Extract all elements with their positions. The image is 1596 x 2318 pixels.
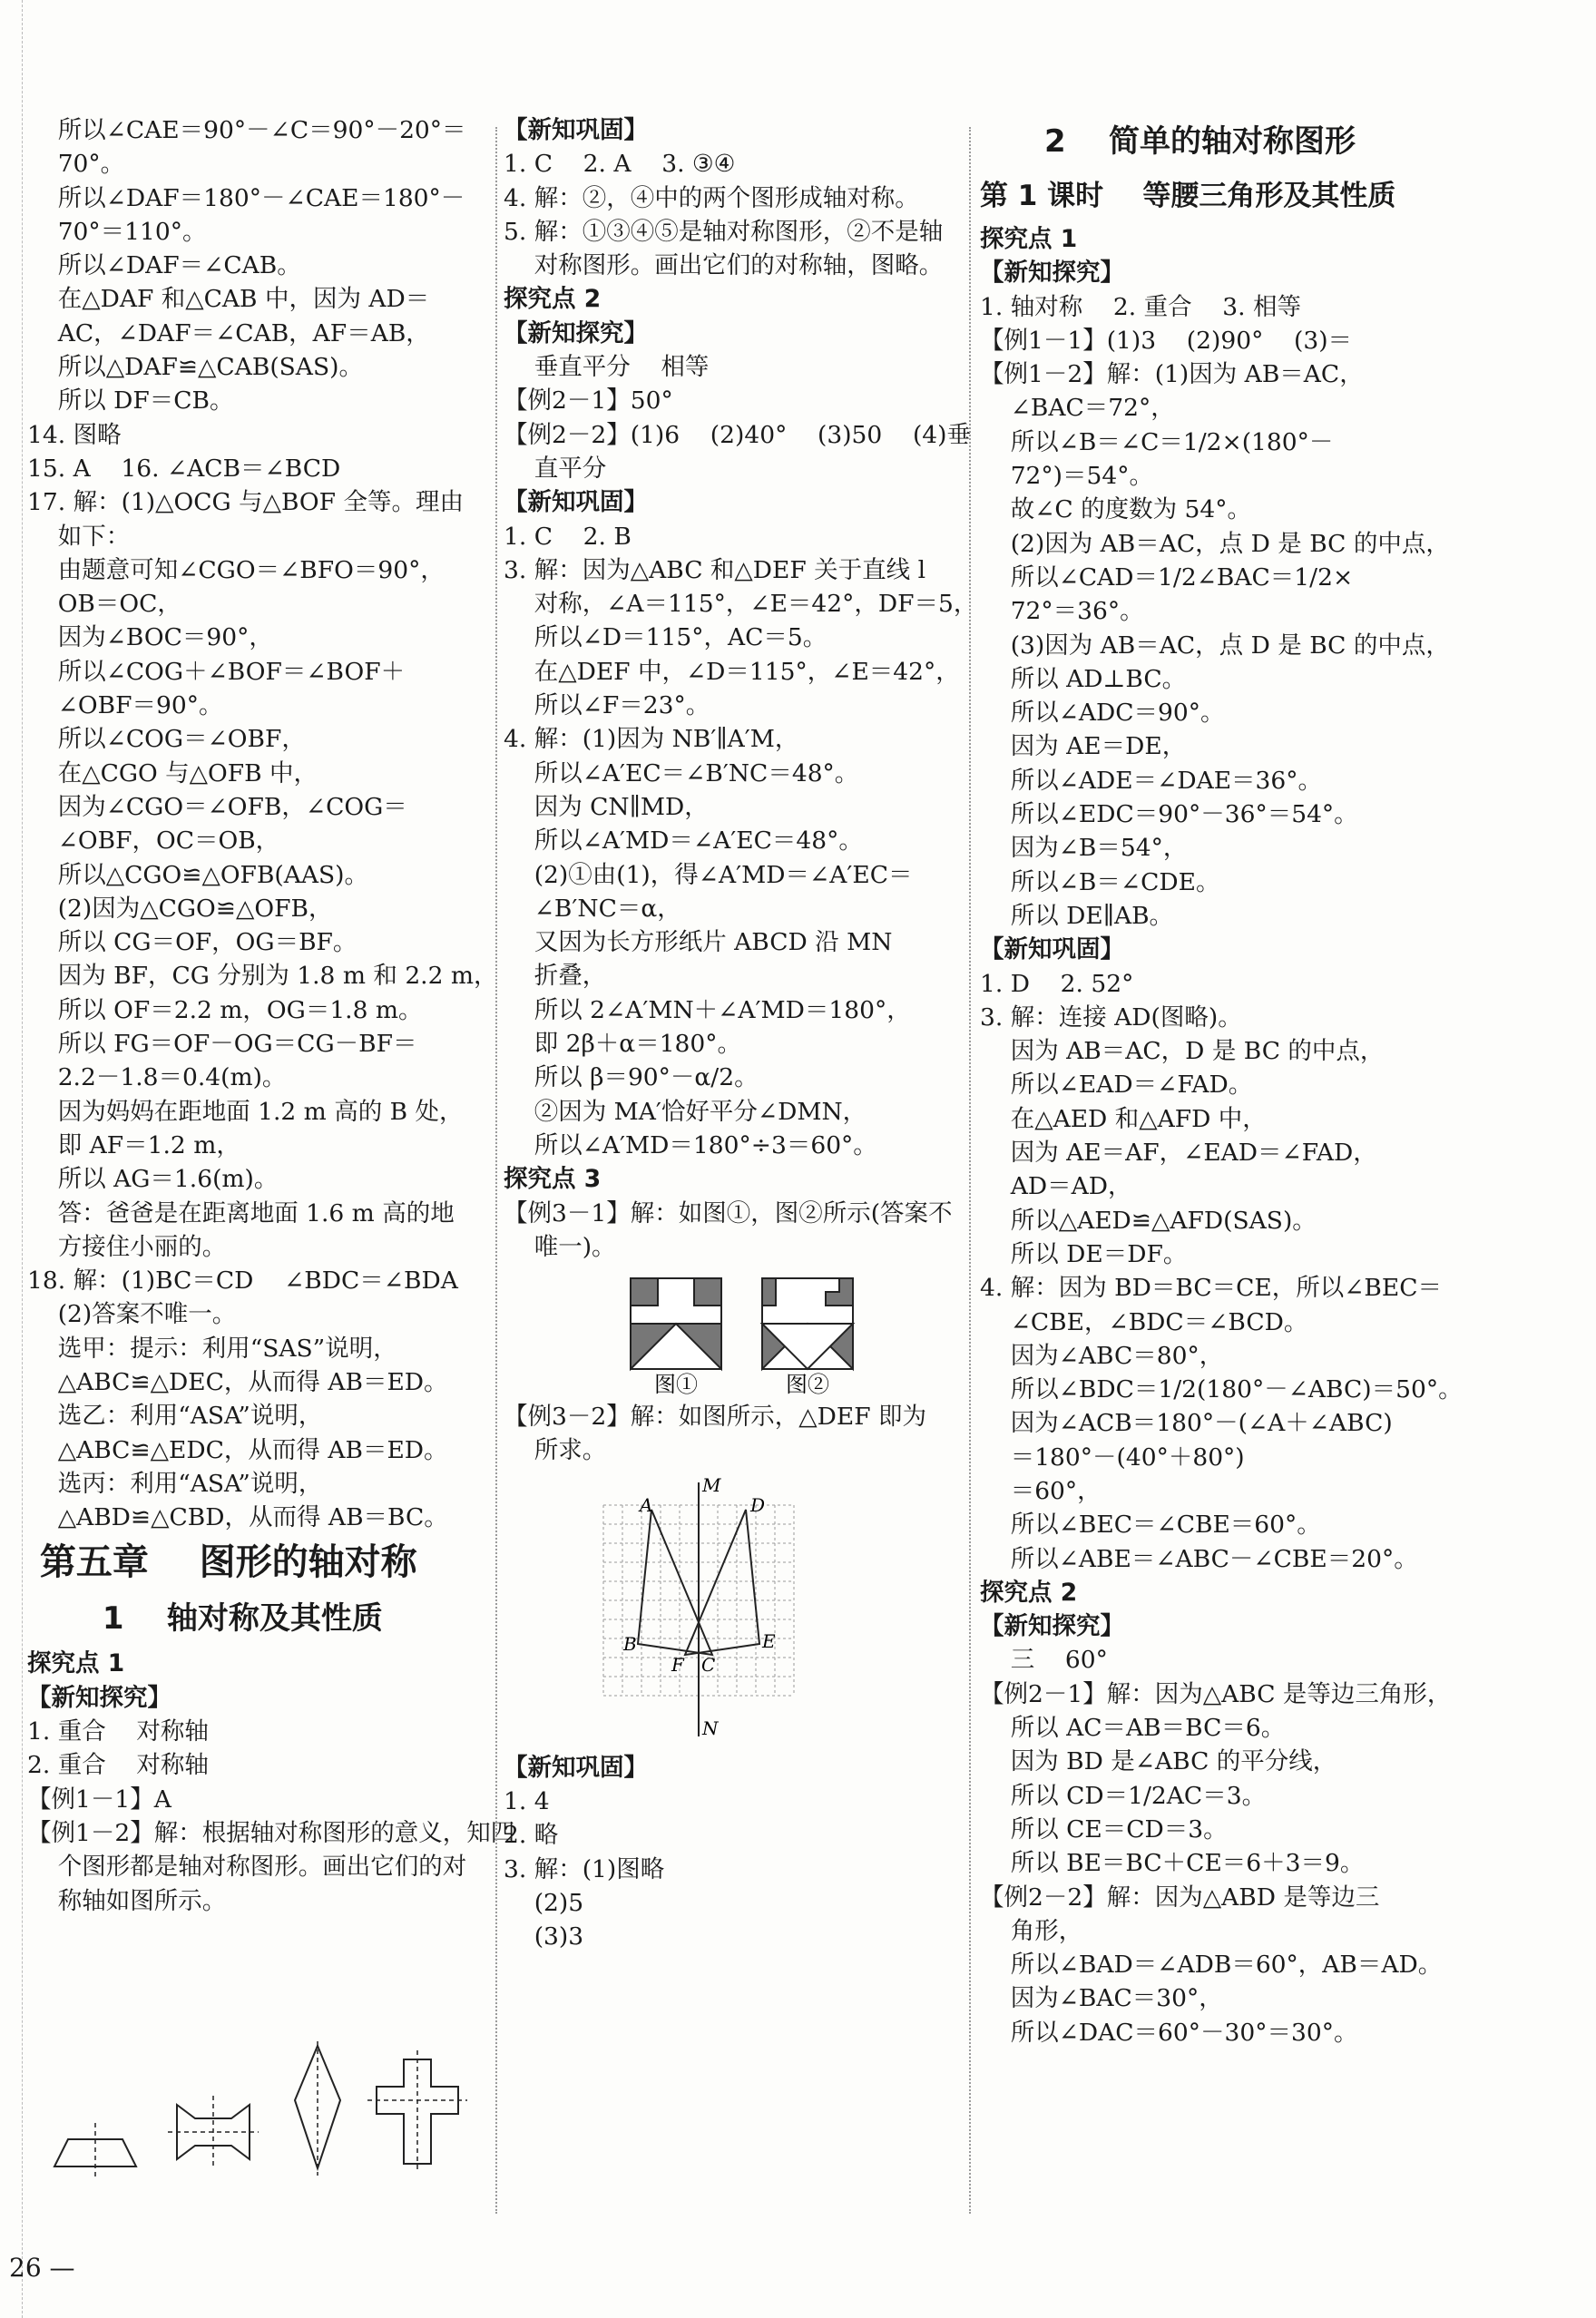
svg-text:N: N xyxy=(702,1716,719,1739)
text-line: OB＝OC， xyxy=(27,590,181,619)
text-line: 对称，∠A＝115°，∠E＝42°，DF＝5， xyxy=(504,590,978,619)
text-line: 所以 AD⊥BC。 xyxy=(980,664,1187,693)
text-line: 即 2β＋α＝180°。 xyxy=(504,1030,742,1059)
text-line: △ABC≌△DEC，从而得 AB＝ED。 xyxy=(27,1367,448,1396)
section-label: 【新知探究】 xyxy=(27,1683,171,1712)
text-line: 因为 AB＝AC，D 是 BC 的中点， xyxy=(980,1037,1385,1066)
text-line: (2)因为△CGO≌△OFB， xyxy=(27,894,333,923)
text-line: 5. 解：①③④⑤是轴对称图形，②不是轴 xyxy=(504,217,944,246)
section-label: 探究点 2 xyxy=(504,285,602,314)
text-line: 【例2－2】(1)6 (2)40° (3)50 (4)垂 xyxy=(504,420,972,449)
text-line: △ABC≌△EDC，从而得 AB＝ED。 xyxy=(27,1435,448,1464)
text-line: 4. 解：因为 BD＝BC＝CE，所以∠BEC＝ xyxy=(980,1274,1443,1303)
text-line: 因为 CN∥MD， xyxy=(504,792,709,821)
text-line: 对称图形。画出它们的对称轴，图略。 xyxy=(504,251,944,280)
text-line: 17. 解：(1)△OCG 与△BOF 全等。理由 xyxy=(27,488,464,517)
section-label: 【新知探究】 xyxy=(504,318,648,347)
text-line: 方接住小丽的。 xyxy=(27,1232,227,1261)
svg-text:F: F xyxy=(671,1653,684,1676)
text-line: 所以∠D＝115°，AC＝5。 xyxy=(504,623,827,652)
column-middle xyxy=(504,113,978,1953)
text-line: 所以∠BEC＝∠CBE＝60°。 xyxy=(980,1511,1321,1540)
text-line: (2)答案不唯一。 xyxy=(27,1300,237,1329)
column-divider-2 xyxy=(969,127,971,2214)
text-line: 所求。 xyxy=(504,1436,607,1465)
text-line: 所以∠F＝23°。 xyxy=(504,691,710,720)
text-line: 在△DAF 和△CAB 中，因为 AD＝ xyxy=(27,285,430,314)
text-line: 所以 CD＝1/2AC＝3。 xyxy=(980,1781,1267,1810)
section-title: 1 轴对称及其性质 xyxy=(27,1600,383,1638)
text-line: 由题意可知∠CGO＝∠BFO＝90°， xyxy=(27,555,445,584)
text-line: 1. D 2. 52° xyxy=(980,969,1134,998)
text-line: 在△DEF 中，∠D＝115°，∠E＝42°， xyxy=(504,657,960,686)
text-line: 因为∠BOC＝90°， xyxy=(27,623,273,652)
text-line: 2. 重合 对称轴 xyxy=(27,1751,209,1780)
text-line: 2.2－1.8＝0.4(m)。 xyxy=(27,1063,287,1092)
text-line: 因为 AE＝DE， xyxy=(980,732,1187,761)
text-line: 所以∠CAE＝90°－∠C＝90°－20°＝ xyxy=(27,116,466,144)
text-line: 所以△CGO≌△OFB(AAS)。 xyxy=(27,860,369,889)
text-line: (3)3 xyxy=(504,1922,584,1951)
text-line: 15. A 16. ∠ACB＝∠BCD xyxy=(27,454,341,483)
text-line: 所以 DE＝DF。 xyxy=(980,1239,1188,1268)
text-line: ∠BAC＝72°， xyxy=(980,394,1175,423)
text-line: 所以∠EAD＝∠FAD。 xyxy=(980,1071,1253,1100)
text-line: 所以 DE∥AB。 xyxy=(980,901,1174,930)
section-label: 探究点 2 xyxy=(980,1578,1078,1607)
text-line: 70°。 xyxy=(27,150,125,179)
section-label: 【新知探究】 xyxy=(980,259,1124,288)
text-line: 因为妈妈在距地面 1.2 m 高的 B 处， xyxy=(27,1097,464,1126)
text-line: 在△CGO 与△OFB 中， xyxy=(27,758,318,787)
text-line: AD＝AD， xyxy=(980,1172,1132,1201)
text-line: ∠B′NC＝α， xyxy=(504,894,681,923)
text-line: 所以∠DAF＝∠CAB。 xyxy=(27,251,301,280)
text-line: 所以∠ADE＝∠DAE＝36°。 xyxy=(980,766,1323,795)
svg-text:B: B xyxy=(623,1632,637,1655)
text-line: ＝180°－(40°＋80°) xyxy=(980,1443,1245,1472)
column-divider-1 xyxy=(495,127,497,2214)
text-line: ②因为 MA′恰好平分∠DMN， xyxy=(504,1097,867,1126)
text-line: 【例1－2】解：根据轴对称图形的意义，知四 xyxy=(27,1818,515,1847)
text-line: 唯一)。 xyxy=(504,1232,616,1261)
text-line: 因为∠B＝54°， xyxy=(980,834,1188,863)
text-line: 即 AF＝1.2 m， xyxy=(27,1130,240,1159)
section-title: 2 简单的轴对称图形 xyxy=(980,123,1356,160)
section-label: 探究点 1 xyxy=(980,225,1078,253)
text-line: 因为∠ACB＝180°－(∠A＋∠ABC) xyxy=(980,1409,1393,1438)
text-line: 所以∠A′MD＝∠A′EC＝48°。 xyxy=(504,826,863,856)
text-line: 又因为长方形纸片 ABCD 沿 MN xyxy=(504,928,893,957)
section-label: 探究点 3 xyxy=(504,1165,602,1194)
text-line: 72°＝36°。 xyxy=(980,597,1144,626)
text-line: 所以∠COG＋∠BOF＝∠BOF＋ xyxy=(27,657,406,686)
text-line: (3)因为 AB＝AC，点 D 是 BC 的中点， xyxy=(980,631,1450,660)
text-line: 所以∠ADC＝90°。 xyxy=(980,699,1225,728)
text-line: 如下： xyxy=(27,522,131,551)
text-line: 选甲：提示：利用“SAS”说明， xyxy=(27,1334,397,1363)
page-number: 26 — xyxy=(9,2253,75,2283)
text-line: 因为 AE＝AF，∠EAD＝∠FAD， xyxy=(980,1139,1377,1168)
text-line: 选乙：利用“ASA”说明， xyxy=(27,1402,323,1431)
text-line: 【例3－2】解：如图所示，△DEF 即为 xyxy=(504,1403,927,1432)
text-line: 【例3－1】解：如图①，图②所示(答案不 xyxy=(504,1198,953,1227)
text-line: 【例2－1】50° xyxy=(504,386,673,416)
text-line: 所以∠BDC＝1/2(180°－∠ABC)＝50°。 xyxy=(980,1375,1463,1404)
text-line: 所以 CE＝CD＝3。 xyxy=(980,1814,1228,1844)
text-line: ＝60°， xyxy=(980,1476,1102,1505)
text-line: 所以△AED≌△AFD(SAS)。 xyxy=(980,1206,1317,1235)
text-line: (2)因为 AB＝AC，点 D 是 BC 的中点， xyxy=(980,529,1450,558)
text-line: 18. 解：(1)BC＝CD ∠BDC＝∠BDA xyxy=(27,1267,458,1296)
text-line: AC，∠DAF＝∠CAB，AF＝AB， xyxy=(27,318,430,347)
text-line: 所以∠A′MD＝180°÷3＝60°。 xyxy=(504,1130,877,1159)
text-line: (2)①由(1)，得∠A′MD＝∠A′EC＝ xyxy=(504,860,913,889)
text-line: 所以∠COG＝∠OBF， xyxy=(27,725,306,754)
text-line: 1. C 2. B xyxy=(504,522,632,551)
text-line: ∠OBF＝90°。 xyxy=(27,691,223,720)
text-line: 【例2－2】解：因为△ABD 是等边三 xyxy=(980,1883,1380,1912)
text-line: 角形， xyxy=(980,1916,1083,1945)
text-line: 【例1－1】(1)3 (2)90° (3)＝ xyxy=(980,326,1353,355)
text-line: 【例1－1】A xyxy=(27,1785,171,1814)
section-label: 【新知巩固】 xyxy=(504,488,648,517)
text-line: 所以 AC＝AB＝BC＝6。 xyxy=(980,1714,1286,1743)
text-line: △ABD≌△CBD，从而得 AB＝BC。 xyxy=(27,1503,448,1532)
text-line: 所以 2∠A′MN＋∠A′MD＝180°， xyxy=(504,995,911,1024)
svg-text:C: C xyxy=(701,1653,716,1676)
text-line: 【例2－1】解：因为△ABC 是等边三角形， xyxy=(980,1679,1452,1708)
svg-text:M: M xyxy=(702,1473,721,1496)
text-line: 3. 解：因为△ABC 和△DEF 关于直线 l xyxy=(504,555,926,584)
text-line: (2)5 xyxy=(504,1888,584,1917)
text-line: 70°＝110°。 xyxy=(27,217,207,246)
text-line: 个图形都是轴对称图形。画出它们的对 xyxy=(27,1853,467,1882)
section-label: 【新知巩固】 xyxy=(980,935,1124,964)
text-line: 所以 OF＝2.2 m，OG＝1.8 m。 xyxy=(27,995,423,1024)
text-line: 1. 重合 对称轴 xyxy=(27,1717,209,1746)
text-line: 故∠C 的度数为 54°。 xyxy=(980,495,1251,524)
text-line: 垂直平分 相等 xyxy=(504,353,710,382)
section-label: 【新知巩固】 xyxy=(504,116,648,144)
text-line: 在△AED 和△AFD 中， xyxy=(980,1104,1267,1133)
svg-text:D: D xyxy=(750,1493,766,1516)
text-line: 所以∠A′EC＝∠B′NC＝48°。 xyxy=(504,758,859,787)
text-line: 因为 BF，CG 分别为 1.8 m 和 2.2 m， xyxy=(27,962,498,991)
text-line: 三 60° xyxy=(980,1646,1108,1675)
text-line: 2. 略 xyxy=(504,1821,559,1850)
figure-2-label: 图② xyxy=(786,1372,829,1397)
text-line: 14. 图略 xyxy=(27,420,122,449)
text-line: 72°)＝54°。 xyxy=(980,462,1153,491)
text-line: 所以 FG＝OF－OG＝CG－BF＝ xyxy=(27,1030,417,1059)
symmetric-shapes-figure xyxy=(41,2041,485,2177)
text-line: 【例1－2】解：(1)因为 AB＝AC， xyxy=(980,360,1364,389)
text-line: 所以∠EDC＝90°－36°＝54°。 xyxy=(980,800,1358,829)
text-line: 所以 β＝90°－α/2。 xyxy=(504,1063,759,1092)
chapter-title: 第五章 图形的轴对称 xyxy=(27,1541,417,1584)
text-line: 折叠， xyxy=(504,962,607,991)
text-line: 3. 解：连接 AD(图略)。 xyxy=(980,1003,1242,1032)
text-line: 所以△DAF≌△CAB(SAS)。 xyxy=(27,353,363,382)
text-line: 因为∠CGO＝∠OFB，∠COG＝ xyxy=(27,792,407,821)
text-line: ∠OBF，OC＝OB， xyxy=(27,826,280,856)
svg-text:A: A xyxy=(640,1493,653,1516)
text-line: 所以∠B＝∠CDE。 xyxy=(980,867,1220,896)
text-line: 1. C 2. A 3. ③④ xyxy=(504,150,736,179)
text-line: 所以 AG＝1.6(m)。 xyxy=(27,1165,279,1194)
text-line: 直平分 xyxy=(504,454,607,483)
text-line: 所以∠BAD＝∠ADB＝60°，AB＝AD。 xyxy=(980,1951,1443,1980)
section-label: 探究点 1 xyxy=(27,1649,125,1678)
text-line: 4. 解：②，④中的两个图形成轴对称。 xyxy=(504,183,919,212)
text-line: 因为 BD 是∠ABC 的平分线， xyxy=(980,1747,1337,1776)
text-line: 答：爸爸是在距离地面 1.6 m 高的地 xyxy=(27,1198,455,1227)
text-line: 3. 解：(1)图略 xyxy=(504,1854,665,1883)
text-line: 所以 BE＝BC＋CE＝6＋3＝9。 xyxy=(980,1849,1365,1878)
text-line: 因为∠ABC＝80°， xyxy=(980,1341,1224,1370)
figure-1-label: 图① xyxy=(654,1372,698,1397)
text-line: 选丙：利用“ASA”说明， xyxy=(27,1469,323,1498)
text-line: 所以∠B＝∠C＝1/2×(180°－ xyxy=(980,427,1334,456)
example-3-2-grid-figure xyxy=(504,1473,962,1746)
text-line: 1. 轴对称 2. 重合 3. 相等 xyxy=(980,292,1302,321)
text-line: 称轴如图所示。 xyxy=(27,1886,227,1915)
column-left xyxy=(27,113,515,1918)
lesson-title: 第 1 课时 等腰三角形及其性质 xyxy=(980,180,1396,212)
text-line: 所以∠CAD＝1/2∠BAC＝1/2× xyxy=(980,562,1354,592)
text-line: 所以∠ABE＝∠ABC－∠CBE＝20°。 xyxy=(980,1544,1418,1573)
binding-margin xyxy=(0,0,23,2318)
column-right xyxy=(980,113,1463,2049)
section-label: 【新知巩固】 xyxy=(504,1753,648,1782)
text-line: 4. 解：(1)因为 NB′∥A′M， xyxy=(504,725,799,754)
text-line: 所以 DF＝CB。 xyxy=(27,386,234,416)
section-label: 【新知探究】 xyxy=(980,1612,1124,1641)
text-line: 因为∠BAC＝30°， xyxy=(980,1984,1223,2013)
text-line: 所以∠DAF＝180°－∠CAE＝180°－ xyxy=(27,183,465,212)
text-line: 所以∠DAC＝60°－30°＝30°。 xyxy=(980,2018,1358,2047)
example-3-1-figures xyxy=(504,1269,962,1396)
text-line: ∠CBE，∠BDC＝∠BCD。 xyxy=(980,1307,1308,1336)
text-line: 所以 CG＝OF，OG＝BF。 xyxy=(27,928,357,957)
svg-text:E: E xyxy=(762,1629,776,1652)
text-line: 1. 4 xyxy=(504,1786,550,1815)
